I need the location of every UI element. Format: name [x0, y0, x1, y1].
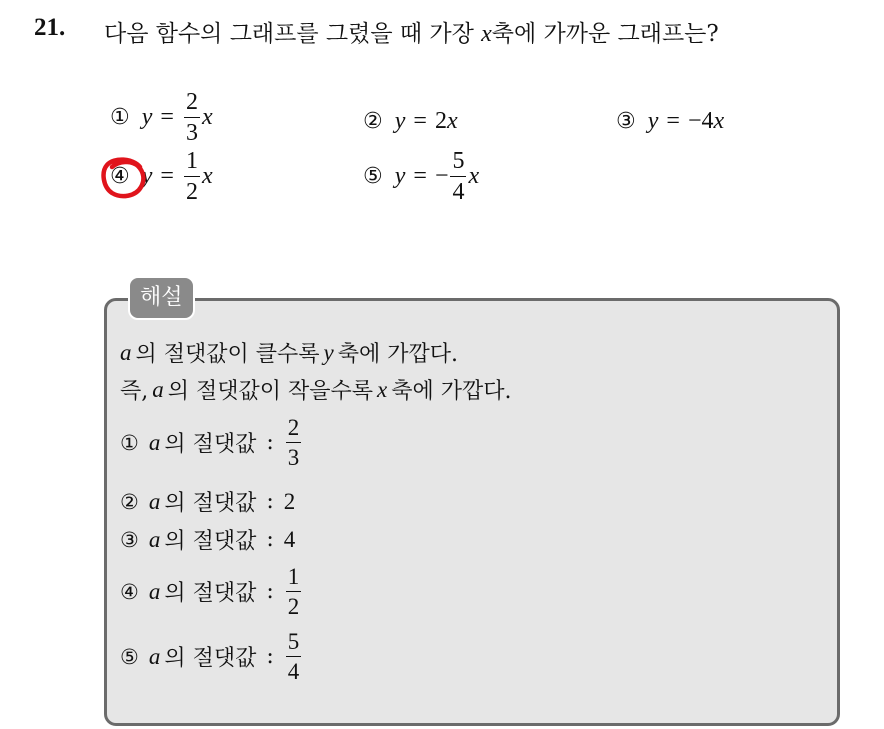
solution-item-1-label: 의 절댓값	[164, 432, 257, 457]
choice-1[interactable]	[110, 90, 213, 145]
solution-line-2	[120, 374, 511, 405]
solution-item-5-fraction	[286, 630, 302, 683]
solution-item-3	[120, 524, 295, 555]
solution-item-2	[120, 486, 295, 517]
choice-3-y: y	[647, 108, 659, 134]
choice-3-eq: =	[666, 108, 680, 134]
choice-4-x: x	[201, 163, 213, 189]
choice-5-den: 4	[450, 176, 466, 204]
solution-item-4-colon: :	[266, 579, 274, 604]
solution-item-3-mark: ③	[120, 527, 139, 552]
solution-item-2-var: a	[148, 488, 161, 514]
choice-3-x: x	[713, 108, 725, 134]
question-text-after: 축에 가까운 그래프는?	[491, 21, 719, 47]
answer-circle-mark	[100, 155, 148, 199]
choice-5-y: y	[394, 163, 406, 189]
solution-line-1-var2: y	[323, 339, 334, 365]
choice-5-fraction	[450, 149, 466, 204]
solution-item-3-value: 4	[283, 526, 296, 552]
choice-4-fraction	[184, 149, 200, 204]
solution-item-1-var: a	[148, 429, 161, 455]
choice-1-den: 3	[184, 117, 200, 145]
solution-line-1-text2: 축에 가깝다.	[337, 342, 458, 367]
solution-item-4-var: a	[148, 578, 161, 604]
solution-item-4-fraction	[286, 565, 302, 618]
solution-item-3-var: a	[148, 526, 161, 552]
solution-item-4-den: 2	[286, 591, 302, 618]
solution-line-2-text1: 의 절댓값이 작을수록	[167, 379, 374, 404]
choice-2-x: x	[446, 108, 458, 134]
solution-line-2-prefix: 즉,	[120, 379, 149, 404]
choice-5-x: x	[468, 163, 480, 189]
choice-3-mark: ③	[616, 109, 636, 134]
choice-5-sign: −	[434, 163, 449, 189]
choice-2-eq: =	[413, 108, 427, 134]
solution-item-1-fraction	[286, 416, 302, 469]
choice-2[interactable]	[363, 108, 458, 135]
solution-line-2-text2: 축에 가깝다.	[391, 379, 512, 404]
question-variable: x	[481, 21, 492, 47]
solution-item-4-num: 1	[287, 564, 300, 589]
solution-item-5-colon: :	[266, 644, 274, 669]
choice-2-mark: ②	[363, 109, 383, 134]
solution-item-2-colon: :	[266, 489, 274, 514]
choice-1-eq: =	[160, 104, 174, 130]
solution-item-1-mark: ①	[120, 430, 139, 455]
solution-item-5-den: 4	[286, 656, 302, 683]
choice-1-fraction	[184, 90, 200, 145]
choice-2-y: y	[394, 108, 406, 134]
solution-item-5-var: a	[148, 643, 161, 669]
solution-item-2-mark: ②	[120, 489, 139, 514]
choice-4-y: y	[141, 163, 153, 189]
choice-4-eq: =	[160, 163, 174, 189]
solution-item-1-den: 3	[286, 442, 302, 469]
choice-3-coef: −4	[687, 108, 714, 134]
choice-1-x: x	[201, 104, 213, 130]
solution-item-5-mark: ⑤	[120, 644, 139, 669]
solution-item-2-value: 2	[283, 488, 296, 514]
solution-item-3-colon: :	[266, 527, 274, 552]
solution-item-1-colon: :	[266, 430, 274, 455]
solution-item-1	[120, 416, 303, 469]
choice-5-num: 5	[452, 148, 465, 174]
choice-4-den: 2	[184, 176, 200, 204]
choice-4-mark: ④	[110, 164, 130, 189]
solution-line-1-var: a	[120, 339, 132, 365]
choice-1-mark: ①	[110, 105, 130, 130]
question-number: 21.	[34, 14, 66, 41]
choice-5-mark: ⑤	[363, 164, 383, 189]
solution-item-3-label: 의 절댓값	[164, 529, 257, 554]
solution-item-5-num: 5	[287, 629, 300, 654]
solution-item-1-num: 2	[287, 415, 300, 440]
question-text	[104, 15, 719, 48]
solution-line-2-var2: x	[377, 376, 388, 402]
choice-1-y: y	[141, 104, 153, 130]
choice-5-eq: =	[413, 163, 427, 189]
solution-item-4	[120, 565, 303, 618]
solution-item-5	[120, 630, 303, 683]
solution-item-4-label: 의 절댓값	[164, 581, 257, 606]
choice-3[interactable]	[616, 108, 724, 135]
choice-2-coef: 2	[434, 108, 447, 134]
solution-line-1-text1: 의 절댓값이 클수록	[135, 342, 320, 367]
choice-5[interactable]	[363, 149, 479, 204]
choice-4-num: 1	[185, 148, 198, 174]
solution-item-4-mark: ④	[120, 579, 139, 604]
solution-item-5-label: 의 절댓값	[164, 646, 257, 671]
solution-line-2-var: a	[152, 376, 164, 402]
solution-line-1	[120, 337, 458, 368]
question-text-before: 다음 함수의 그래프를 그렸을 때 가장	[104, 21, 474, 47]
solution-item-2-label: 의 절댓값	[164, 491, 257, 516]
choice-1-num: 2	[185, 89, 198, 115]
solution-tab: 해설	[128, 276, 195, 320]
